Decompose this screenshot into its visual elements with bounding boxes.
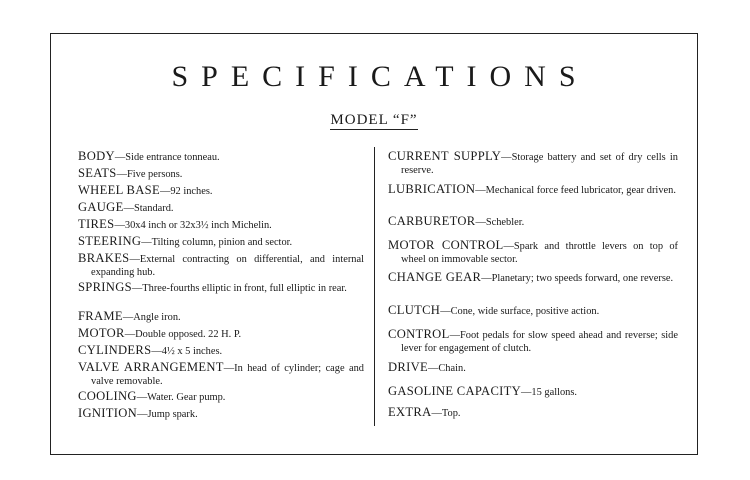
spec-key: EXTRA [388,405,432,419]
spec-value: Double opposed. 22 H. P. [135,329,242,340]
spec-entry [388,215,678,229]
spec-entry [388,239,678,266]
spec-key: VALVE ARRANGEMENT [78,360,224,374]
spec-value: External contracting on differential, and internal expanding hub. [91,254,364,278]
spec-entry [78,361,364,388]
spec-entry [388,361,678,375]
spec-separator: — [151,346,162,357]
spec-entry [78,310,364,324]
spec-separator: — [129,254,140,265]
spec-key: GAUGE [78,200,124,214]
spec-separator: — [122,312,134,323]
spec-value: Cone, wide surface, positive action. [450,306,600,317]
spec-value: Planetary; two speeds forward, one reverse. [491,273,674,284]
spec-value: Chain. [438,363,466,374]
spec-value: 4½ x 5 inches. [161,346,223,357]
model-heading [51,112,697,129]
spec-value: Jump spark. [147,409,198,420]
spec-key: CURRENT SUPPLY [388,149,502,163]
spec-value: Spark and throttle levers on top of wheel on immovable sector. [401,241,678,265]
spec-value: Side entrance tonneau. [125,152,220,163]
specifications-card [50,33,698,455]
spec-key: CYLINDERS [78,343,152,357]
column-divider [374,147,375,426]
spec-entry [78,201,364,215]
spec-separator: — [431,408,442,419]
spec-entry [78,218,364,232]
spec-value: Mechanical force feed lubricator, gear driven. [485,185,676,196]
spec-value: Five persons. [126,169,183,180]
spec-entry [388,304,678,318]
spec-separator: — [503,241,514,252]
spec-value: 15 gallons. [531,387,578,398]
spec-separator: — [123,203,134,214]
spec-separator: — [159,186,171,197]
spec-key: WHEEL BASE [78,183,160,197]
spec-key: CHANGE GEAR [388,270,482,284]
spec-key: BODY [78,149,115,163]
spec-value: Top. [441,408,461,419]
spec-key: LUBRICATION [388,182,476,196]
spec-entry [78,235,364,249]
spec-entry [78,407,364,421]
spec-key: SEATS [78,166,117,180]
spec-separator: — [114,152,126,163]
spec-separator: — [481,273,492,284]
spec-entry [78,150,364,164]
spec-key: IGNITION [78,406,138,420]
spec-value: 92 inches. [170,186,213,197]
spec-separator: — [427,363,439,374]
spec-key: MOTOR CONTROL [388,238,504,252]
spec-entry [78,390,364,404]
spec-key: BRAKES [78,251,130,265]
spec-entry [78,344,364,358]
spec-entry [388,150,678,177]
spec-value: In head of cylinder; cage and valve removable. [91,363,364,387]
page-title: SPECIFICATIONS [171,60,589,93]
spec-separator: — [116,169,127,180]
spec-key: COOLING [78,389,137,403]
spec-separator: — [223,363,235,374]
spec-key: MOTOR [78,326,125,340]
spec-entry [388,385,678,399]
spec-value: Foot pedals for slow speed ahead and reverse; side lever for engagement of clutch. [401,330,678,354]
spec-key: CARBURETOR [388,214,476,228]
spec-value: Three-fourths elliptic in front, full elliptic in rear. [142,283,347,294]
spec-value: 30x4 inch or 32x3½ inch Michelin. [124,220,272,231]
spec-entry [78,281,364,295]
spec-key: STEERING [78,234,142,248]
spec-key: CONTROL [388,327,450,341]
spec-key: SPRINGS [78,280,132,294]
spec-key: GASOLINE CAPACITY [388,384,522,398]
spec-separator: — [141,237,152,248]
spec-key: TIRES [78,217,115,231]
spec-value: Standard. [133,203,174,214]
spec-separator: — [124,329,136,340]
spec-entry [388,271,678,285]
spec-value: Storage battery and set of dry cells in reserve. [401,152,678,176]
spec-key: DRIVE [388,360,428,374]
spec-entry [388,328,678,355]
spec-key: FRAME [78,309,123,323]
spec-value: Tilting column, pinion and sector. [151,237,293,248]
spec-separator: — [131,283,143,294]
model-label: MODEL “F” [330,112,418,128]
spec-separator: — [114,220,125,231]
spec-entry [78,184,364,198]
spec-value: Schebler. [485,217,525,228]
spec-separator: — [501,152,512,163]
spec-entry [388,406,678,420]
spec-key: CLUTCH [388,303,441,317]
spec-separator: — [136,392,148,403]
spec-value: Angle iron. [133,312,181,323]
spec-entry [388,183,678,197]
spec-separator: — [440,306,451,317]
spec-entry [78,252,364,279]
spec-entry [78,327,364,341]
spec-separator: — [137,409,148,420]
spec-separator: — [475,185,486,196]
spec-separator: — [475,217,486,228]
spec-entry [78,167,364,181]
spec-separator: — [449,330,460,341]
spec-value: Water. Gear pump. [147,392,226,403]
spec-separator: — [521,387,532,398]
